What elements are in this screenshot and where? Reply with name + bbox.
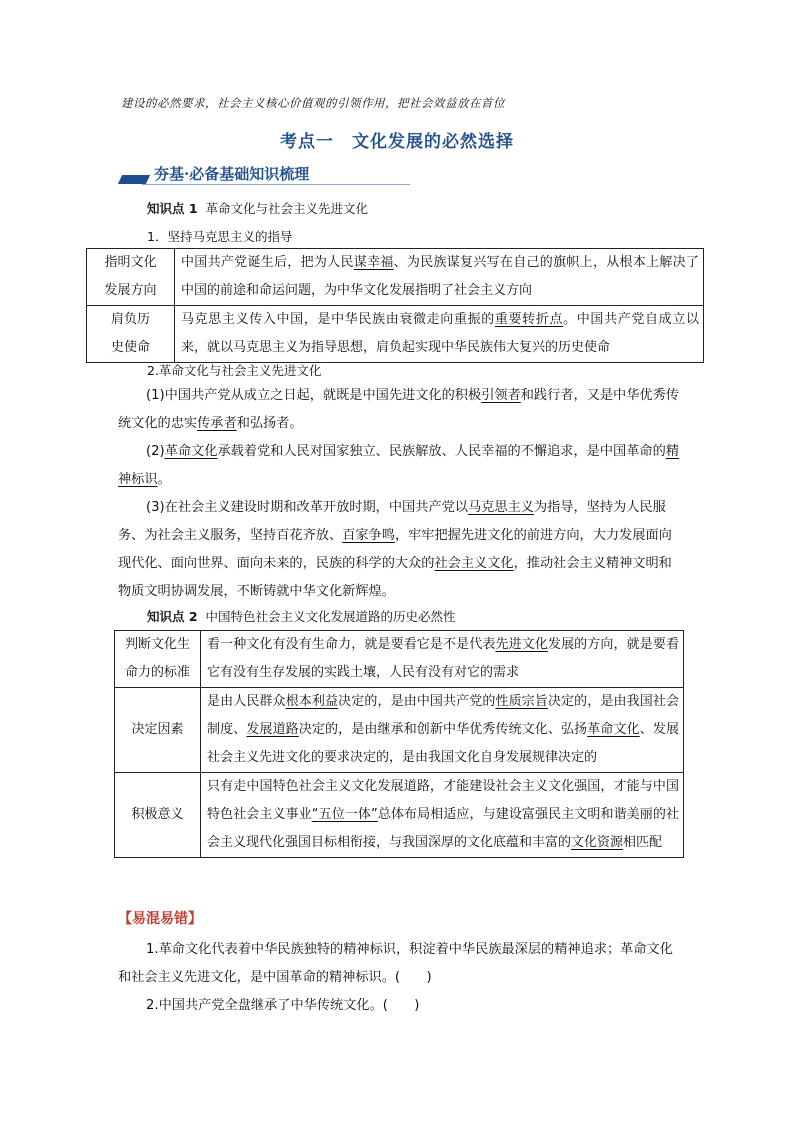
row-content bbox=[175, 306, 704, 363]
kp1-section2: 2.革命文化与社会主义先进文化 bbox=[147, 363, 322, 378]
text-run: 只有走中国特色社会主义文化发展道路，才能建设社会主义文化强国，才能与中国特色社会主义事业 bbox=[207, 779, 679, 822]
text-run: 、为民族谋复兴写在自己的旗帜上，从根本上解决了中国的前途和命运问题，为中华文化发展指明了社会主义方向 bbox=[181, 255, 699, 298]
error-item: 1.革命文化代表着中华民族独特的精神标识，积淀着中华民族最深层的精神追求；革命文化和社会主义先进文化，是中国革命的精神标识。( ) bbox=[118, 942, 673, 985]
row-content bbox=[201, 688, 684, 773]
row-header-line: 积极意义 bbox=[131, 807, 184, 822]
text-run: 是由人民群众 bbox=[207, 694, 286, 709]
row-content bbox=[175, 249, 704, 306]
paragraph bbox=[118, 438, 680, 494]
banner-bar bbox=[118, 175, 150, 184]
row-header bbox=[87, 306, 175, 363]
table-row bbox=[115, 773, 684, 858]
row-header-line: 史使命 bbox=[110, 340, 150, 355]
kp2-title: 中国特色社会主义文化发展道路的历史必然性 bbox=[205, 609, 456, 624]
text-run: 。中国共产党自成立以来，就以马克思主义为指导思想，肩负起实现中华民族伟大复兴的历史使命 bbox=[181, 312, 699, 355]
row-header bbox=[115, 688, 201, 773]
underlined-term: 引领者 bbox=[481, 388, 521, 403]
text-run: 马克思主义传入中国，是中华民族由衰微走向重振的 bbox=[181, 312, 495, 327]
text-run: (1)中国共产党从成立之日起，就既是中国先进文化的积极 bbox=[146, 388, 482, 403]
text-run: (3)在社会主义建设时期和改革开放时期，中国共产党以 bbox=[146, 500, 468, 515]
row-header-line: 肩负历 bbox=[110, 312, 150, 327]
text-run: 和弘扬者。 bbox=[236, 416, 303, 431]
kp1-section1: 1．坚持马克思主义的指导 bbox=[147, 229, 293, 244]
underlined-term: 精神标识 bbox=[118, 444, 679, 487]
text-run: ，牢牢把握先进文化的前进方向，大力发展面向现代化、面向世界、面向未来的，民族的科学的大众的 bbox=[118, 528, 672, 571]
row-header bbox=[115, 631, 201, 688]
kp1-table bbox=[86, 248, 704, 363]
table-row bbox=[87, 306, 704, 363]
text-run: 中国共产党诞生后，把为人民 bbox=[181, 255, 354, 270]
underlined-term: 先进文化 bbox=[495, 637, 548, 652]
kp2-table bbox=[114, 630, 684, 858]
text-run: 相匹配 bbox=[623, 835, 663, 850]
underlined-term: 马克思主义 bbox=[468, 500, 534, 515]
row-header bbox=[87, 249, 175, 306]
text-run: 发展的方向，就是要看它有没有生存发展的实践土壤，人民有没有对它的需求 bbox=[207, 637, 679, 680]
text-run: 和践行者，又是中华优秀传统文化的忠实 bbox=[118, 388, 679, 431]
table-row bbox=[115, 688, 684, 773]
underlined-term: 社会主义文化 bbox=[434, 556, 514, 571]
underlined-term: 重要转折点 bbox=[494, 312, 564, 327]
text-run: 、发展社会主义先进文化的要求决定的，是由我国文化自身发展规律决定的 bbox=[207, 722, 679, 765]
text-run: 决定的，是由继承和创新中华优秀传统文化、弘扬 bbox=[298, 722, 588, 737]
row-header-line: 发展方向 bbox=[104, 283, 157, 298]
text-run: 承载着党和人民对国家独立、民族解放、人民幸福的不懈追求，是中国革命的 bbox=[217, 444, 666, 459]
underlined-term: 传承者 bbox=[197, 416, 237, 431]
kp1-title: 革命文化与社会主义先进文化 bbox=[205, 201, 369, 216]
underlined-term: 革命文化 bbox=[587, 722, 640, 737]
error-item: 2.中国共产党全盘继承了中华传统文化。( ) bbox=[146, 998, 420, 1013]
intro-line: 建设的必然要求，社会主义核心价值观的引领作用，把社会效益放在首位 bbox=[121, 96, 505, 110]
text-run: 看一种文化有没有生命力，就是要看它是不是代表 bbox=[207, 637, 496, 652]
row-header-line: 指明文化 bbox=[104, 255, 157, 270]
errors-title: 【易混易错】 bbox=[118, 911, 202, 927]
underlined-term: 性质宗旨 bbox=[495, 694, 548, 709]
text-run: (2) bbox=[146, 444, 165, 459]
underlined-term: 谋幸福 bbox=[353, 255, 394, 270]
text-run: ，推动社会主义精神文明和物质文明协调发展，不断铸就中华文化新辉煌。 bbox=[118, 556, 672, 599]
underlined-term: 百家争鸣 bbox=[342, 528, 395, 543]
banner-text: 夯基·必备基础知识梳理 bbox=[154, 165, 310, 183]
text-run: 。 bbox=[157, 472, 171, 487]
underlined-term: “五位一体” bbox=[311, 807, 378, 822]
row-content bbox=[201, 773, 684, 858]
paragraph bbox=[118, 494, 680, 606]
row-header-line: 判断文化生 bbox=[124, 637, 190, 652]
kp2-heading bbox=[147, 607, 456, 625]
text-run: 决定的，是由我国社会制度、 bbox=[207, 694, 679, 737]
section-banner bbox=[120, 160, 412, 186]
errors-list bbox=[118, 936, 680, 1020]
underlined-term: 革命文化 bbox=[164, 444, 218, 459]
kp1-label: 知识点 1 bbox=[147, 201, 198, 216]
row-header-line: 决定因素 bbox=[131, 722, 184, 737]
text-run: 总体布局相适应，与建设富强民主文明和谐美丽的社会主义现代化强国目标相衔接，与我国深厚的文化底蕴和丰富的 bbox=[207, 807, 679, 850]
kp2-label: 知识点 2 bbox=[147, 609, 198, 624]
text-run: 决定的，是由中国共产党的 bbox=[338, 694, 496, 709]
row-content bbox=[201, 631, 684, 688]
kp1-paragraphs bbox=[118, 382, 680, 606]
table-row bbox=[87, 249, 704, 306]
row-header bbox=[115, 773, 201, 858]
kp1-heading bbox=[147, 199, 368, 217]
page-title: 考点一 文化发展的必然选择 bbox=[280, 132, 514, 152]
paragraph bbox=[118, 382, 680, 438]
table-row bbox=[115, 631, 684, 688]
row-header-line: 命力的标准 bbox=[124, 665, 190, 680]
text-run: 为指导，坚持为人民服务、为社会主义服务，坚持百花齐放、 bbox=[118, 500, 666, 543]
underlined-term: 发展道路 bbox=[246, 722, 299, 737]
underlined-term: 根本利益 bbox=[285, 694, 339, 709]
underlined-term: 文化资源 bbox=[571, 835, 624, 850]
banner-underline bbox=[142, 184, 410, 185]
